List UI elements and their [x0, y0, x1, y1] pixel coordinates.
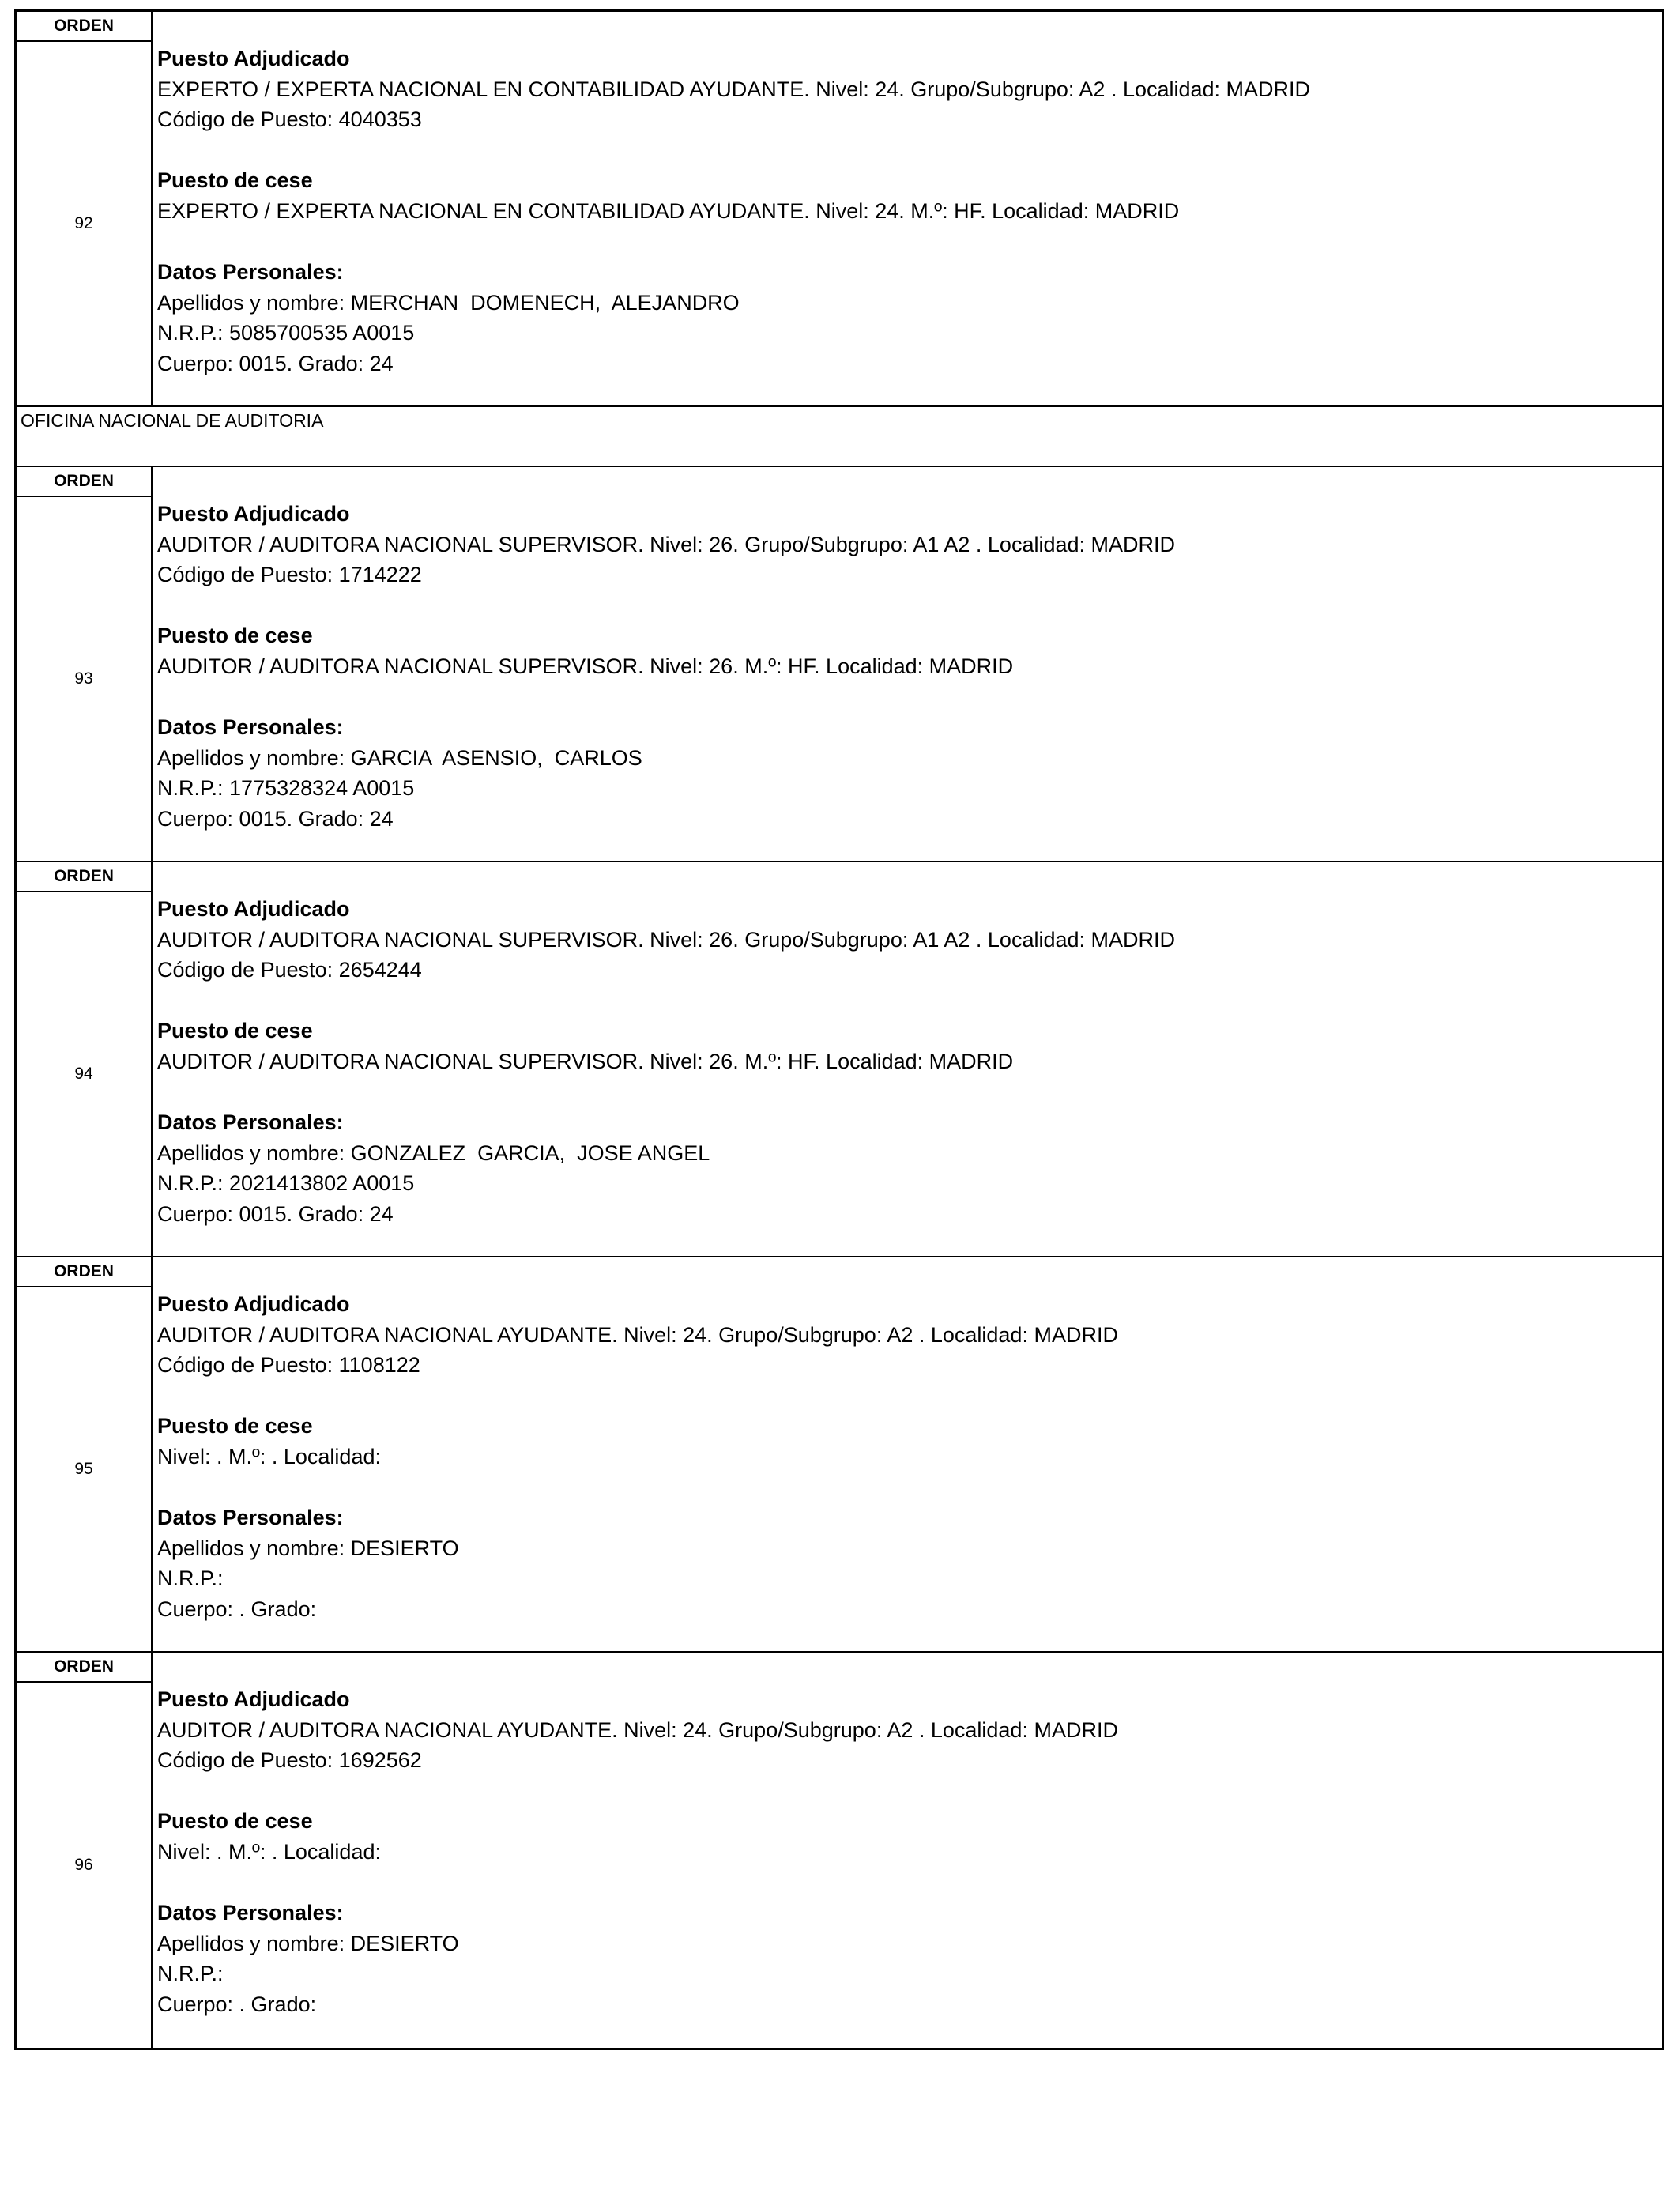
- orden-cell: [17, 862, 153, 1256]
- datos-heading: Datos Personales:: [157, 715, 344, 740]
- datos-heading: Datos Personales:: [157, 260, 344, 285]
- record-details: [157, 1684, 1654, 2020]
- cese-heading: Puesto de cese: [157, 1809, 313, 1834]
- spacer: [157, 1077, 1654, 1108]
- assignment-table: [14, 9, 1664, 2050]
- apellidos-nombre: Apellidos y nombre: MERCHAN DOMENECH, ALEJANDRO: [157, 290, 740, 315]
- codigo-puesto: Código de Puesto: 1692562: [157, 1748, 422, 1773]
- codigo-puesto: Código de Puesto: 2654244: [157, 958, 422, 982]
- codigo-puesto: Código de Puesto: 4040353: [157, 107, 422, 132]
- record-details: [157, 894, 1654, 1230]
- orden-number: 96: [74, 1856, 93, 1874]
- table-row: [17, 1257, 1662, 1653]
- cese-heading: Puesto de cese: [157, 168, 313, 193]
- nrp: N.R.P.:: [157, 1962, 224, 1986]
- spacer: [157, 682, 1654, 713]
- adjudicado-text: EXPERTO / EXPERTA NACIONAL EN CONTABILIDAD AYUDANTE. Nivel: 24. Grupo/Subgrupo: A2 . Localidad: MADRID: [157, 77, 1311, 101]
- cese-text: EXPERTO / EXPERTA NACIONAL EN CONTABILIDAD AYUDANTE. Nivel: 24. M.º: HF. Localidad: MADRID: [157, 198, 1180, 223]
- cuerpo-grado: Cuerpo: . Grado:: [157, 1992, 317, 2016]
- spacer: [157, 1868, 1654, 1898]
- spacer: [157, 227, 1654, 258]
- adjudicado-heading: Puesto Adjudicado: [157, 1292, 350, 1316]
- cese-heading: Puesto de cese: [157, 1414, 313, 1438]
- apellidos-nombre: Apellidos y nombre: GARCIA ASENSIO, CARLOS: [157, 745, 642, 770]
- adjudicado-heading: Puesto Adjudicado: [157, 47, 350, 70]
- spacer: [157, 590, 1654, 621]
- apellidos-nombre: Apellidos y nombre: DESIERTO: [157, 1931, 459, 1955]
- orden-number: 93: [74, 669, 93, 688]
- orden-label: ORDEN: [17, 467, 151, 497]
- apellidos-nombre: Apellidos y nombre: GONZALEZ GARCIA, JOSE ANGEL: [157, 1140, 710, 1165]
- section-row: [17, 407, 1662, 467]
- cese-heading: Puesto de cese: [157, 624, 313, 648]
- cese-text: AUDITOR / AUDITORA NACIONAL SUPERVISOR. Nivel: 26. M.º: HF. Localidad: MADRID: [157, 1049, 1014, 1073]
- adjudicado-text: AUDITOR / AUDITORA NACIONAL SUPERVISOR. Nivel: 26. Grupo/Subgrupo: A1 A2 . Localidad: MADRID: [157, 927, 1176, 952]
- table-row: [17, 467, 1662, 862]
- datos-heading: Datos Personales:: [157, 1901, 344, 1925]
- orden-label: ORDEN: [17, 1653, 151, 1683]
- cuerpo-grado: Cuerpo: 0015. Grado: 24: [157, 351, 394, 375]
- orden-number: 94: [74, 1065, 93, 1083]
- orden-cell: [17, 1257, 153, 1651]
- nrp: N.R.P.:: [157, 1566, 224, 1591]
- orden-label: ORDEN: [17, 1257, 151, 1287]
- spacer: [157, 986, 1654, 1016]
- codigo-puesto: Código de Puesto: 1714222: [157, 563, 422, 587]
- orden-number: 92: [74, 214, 93, 232]
- datos-heading: Datos Personales:: [157, 1110, 344, 1135]
- table-row: [17, 1653, 1662, 2048]
- cese-text: Nivel: . M.º: . Localidad:: [157, 1839, 381, 1864]
- nrp: N.R.P.: 2021413802 A0015: [157, 1171, 415, 1196]
- cuerpo-grado: Cuerpo: 0015. Grado: 24: [157, 806, 394, 831]
- adjudicado-heading: Puesto Adjudicado: [157, 502, 350, 526]
- spacer: [157, 1776, 1654, 1807]
- datos-heading: Datos Personales:: [157, 1506, 344, 1530]
- record-details: [157, 499, 1654, 835]
- cese-heading: Puesto de cese: [157, 1019, 313, 1043]
- adjudicado-text: AUDITOR / AUDITORA NACIONAL SUPERVISOR. Nivel: 26. Grupo/Subgrupo: A1 A2 . Localidad: MADRID: [157, 532, 1176, 556]
- adjudicado-heading: Puesto Adjudicado: [157, 1687, 350, 1711]
- cuerpo-grado: Cuerpo: . Grado:: [157, 1596, 317, 1621]
- nrp: N.R.P.: 1775328324 A0015: [157, 776, 415, 801]
- nrp: N.R.P.: 5085700535 A0015: [157, 321, 415, 345]
- adjudicado-heading: Puesto Adjudicado: [157, 897, 350, 921]
- orden-label: ORDEN: [17, 862, 151, 892]
- orden-cell: [17, 12, 153, 405]
- spacer: [157, 1472, 1654, 1503]
- section-title: OFICINA NACIONAL DE AUDITORIA: [21, 410, 324, 431]
- record-details: [157, 43, 1654, 379]
- adjudicado-text: AUDITOR / AUDITORA NACIONAL AYUDANTE. Nivel: 24. Grupo/Subgrupo: A2 . Localidad: MADRID: [157, 1322, 1118, 1347]
- orden-number: 95: [74, 1460, 93, 1478]
- cuerpo-grado: Cuerpo: 0015. Grado: 24: [157, 1201, 394, 1226]
- orden-label: ORDEN: [17, 12, 151, 42]
- table-row: [17, 12, 1662, 407]
- table-row: [17, 862, 1662, 1257]
- record-details: [157, 1289, 1654, 1625]
- orden-cell: [17, 467, 153, 861]
- codigo-puesto: Código de Puesto: 1108122: [157, 1353, 420, 1378]
- spacer: [157, 135, 1654, 166]
- cese-text: AUDITOR / AUDITORA NACIONAL SUPERVISOR. Nivel: 26. M.º: HF. Localidad: MADRID: [157, 654, 1014, 678]
- adjudicado-text: AUDITOR / AUDITORA NACIONAL AYUDANTE. Nivel: 24. Grupo/Subgrupo: A2 . Localidad: MADRID: [157, 1717, 1118, 1742]
- spacer: [157, 1381, 1654, 1412]
- apellidos-nombre: Apellidos y nombre: DESIERTO: [157, 1536, 459, 1560]
- orden-cell: [17, 1653, 153, 2048]
- cese-text: Nivel: . M.º: . Localidad:: [157, 1444, 381, 1468]
